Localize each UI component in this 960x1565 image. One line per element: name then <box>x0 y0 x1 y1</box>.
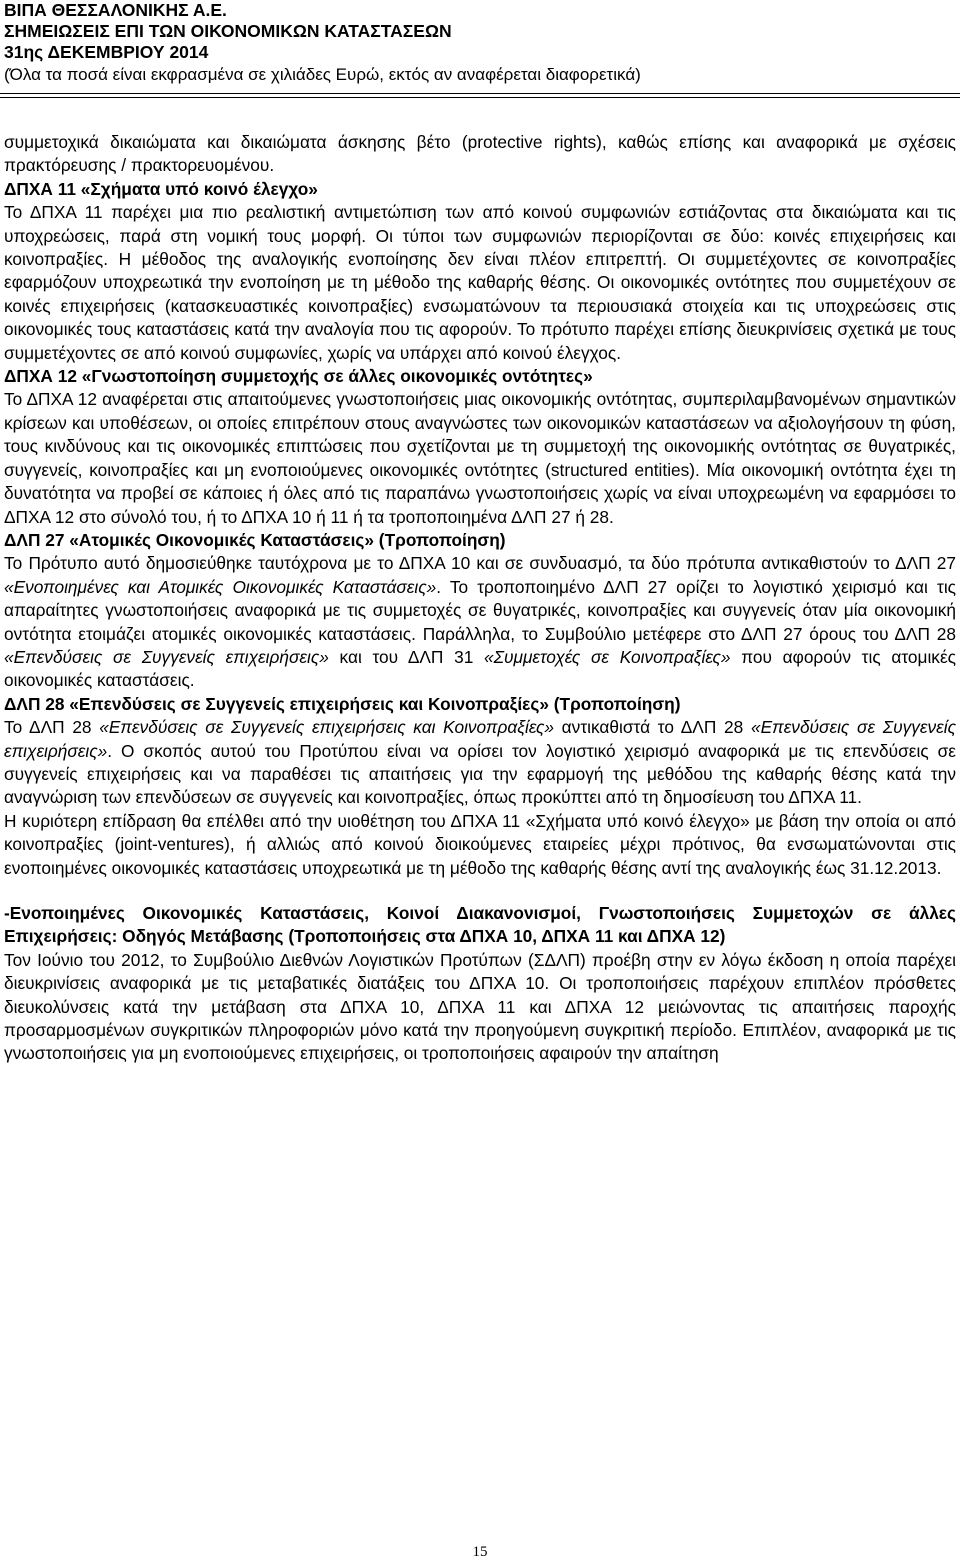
heading-dpxa-12: ΔΠΧΑ 12 «Γνωστοποίηση συμμετοχής σε άλλες οικονομικές οντότητες» <box>4 366 593 387</box>
header-rule-top <box>0 93 960 94</box>
text-run: . Ο σκοπός αυτού του Προτύπου είναι να ορίσει τον λογιστικό χειρισμό αναφορικά με τις επενδύσεις σε συγγενείς επιχειρήσεις και να παραθέσει τις απαιτήσεις για την εφαρμογή της μεθόδου της καθαρής θέσης κατά την αναγνώριση των επενδύσεων σε συγγενείς και κοινοπραξίες, όπως προκύπτει από τη δημοσίευση του ΔΠΧΑ 11. <box>4 740 956 808</box>
italic-run: «Επενδύσεις σε Συγγενείς επιχειρήσεις και Κοινοπραξίες» <box>99 717 554 738</box>
paragraph-dpxa-11: Το ΔΠΧΑ 11 παρέχει μια πιο ρεαλιστική αντιμετώπιση των από κοινού συμφωνιών εστιάζοντας στα δικαιώματα και τις υποχρεώσεις, παρά στη νομική τους μορφή. Οι τύποι των συμφωνιών περιορίζονται σε δύο: κοινές επιχειρήσεις και κοινοπραξίες. Η μέθοδος της αναλογικής ενοποίησης δεν είναι πλέον επιτρεπτή. Οι συμμετέχοντες σε κοινοπραξίες εφαρμόζουν υποχρεωτικά την ενοποίηση με τη μέθοδο της καθαρής θέσης. Οι οικονομικές οντότητες που συμμετέχουν σε κοινές επιχειρήσεις (κατασκευαστικές κοινοπραξίες) ενσωματώνουν τα περιουσιακά στοιχεία και τις υποχρεώσεις στις οικονομικές τους καταστάσεις κατά την αναλογία που τις αφορούν. Το πρότυπο παρέχει επίσης διευκρινίσεις σχετικά με τους συμμετέχοντες σε από κοινού συμφωνίες, χωρίς να υπάρχει από κοινού έλεγχος. <box>4 202 956 363</box>
heading-dpxa-11: ΔΠΧΑ 11 «Σχήματα υπό κοινό έλεγχο» <box>4 178 318 199</box>
paragraph-protective-rights: συμμετοχικά δικαιώματα και δικαιώματα άσκησης βέτο (protective rights), καθώς επίσης και αναφορικά με σχέσεις πρακτόρευσης / πρακτορευομένου. <box>4 132 956 176</box>
text-run: . Το τροποποιημένο ΔΛΠ 27 ορίζει το λογιστικό χειρισμό και τις απαραίτητες γνωστοποιήσεις αναφορικά με τις συμμετοχές σε θυγατρικές, κοινοπραξίες και συγγενείς όταν μία οικονομική οντότητα ετοιμάζει ατομικές οικονομικές καταστάσεις. Παράλληλα, το Συμβούλιο μετέφερε στο ΔΛΠ 27 όρους του ΔΛΠ 28 <box>4 576 956 644</box>
italic-run: «Επενδύσεις σε Συγγενείς επιχειρήσεις» <box>4 646 329 667</box>
currency-note: (Όλα τα ποσά είναι εκφρασμένα σε χιλιάδες Ευρώ, εκτός αν αναφέρεται διαφορετικά) <box>4 65 641 84</box>
document-title: ΣΗΜΕΙΩΣΕΙΣ ΕΠΙ ΤΩΝ ΟΙΚΟΝΟΜΙΚΩΝ ΚΑΤΑΣΤΑΣΕΩΝ <box>4 21 452 41</box>
text-run: και του ΔΛΠ 31 <box>328 646 485 667</box>
text-run: Το Πρότυπο αυτό δημοσιεύθηκε ταυτόχρονα με το ΔΠΧΑ 10 και σε συνδυασμό, τα δύο πρότυπα αντικαθιστούν το ΔΛΠ 27 <box>4 553 956 574</box>
document-body <box>4 131 956 1066</box>
heading-dlp-28: ΔΛΠ 28 «Επενδύσεις σε Συγγενείς επιχειρήσεις και Κοινοπραξίες» (Τροποποίηση) <box>4 693 681 714</box>
company-name: ΒΙΠΑ ΘΕΣΣΑΛΟΝΙΚΗΣ Α.Ε. <box>4 0 227 20</box>
text-run: που αφορούν τις ατομικές οικονομικές καταστάσεις. <box>4 646 956 691</box>
paragraph-transition-guide: Τον Ιούνιο του 2012, το Συμβούλιο Διεθνών Λογιστικών Προτύπων (ΣΔΛΠ) προέβη στην εν λόγω έκδοση η οποία παρέχει διευκρινίσεις αναφορικά με τις μεταβατικές διατάξεις του ΔΠΧΑ 10. Οι τροποποιήσεις παρέχουν επιπλέον πρόσθετες διευκολύνσεις κατά την μετάβαση στα ΔΠΧΑ 10, ΔΠΧΑ 11 και ΔΠΧΑ 12 μειώνοντας τις απαιτήσεις παροχής προσαρμοσμένων συγκριτικών πληροφοριών μόνο κατά την προηγούμενη συγκριτική περίοδο. Επιπλέον, αναφορικά με τις γνωστοποιήσεις για μη ενοποιούμενες επιχειρήσεις, οι τροποποιήσεις αφαιρούν την απαίτηση <box>4 949 956 1064</box>
paragraph-dlp-28 <box>4 716 956 810</box>
paragraph-main-effect: Η κυριότερη επίδραση θα επέλθει από την υιοθέτηση του ΔΠΧΑ 11 «Σχήματα υπό κοινό έλεγχο» με βάση την οποία οι από κοινοπραξίες (joint-ventures), ή αλλιώς από κοινού διοικούμενες εταιρείες μέχρι πρότινος, θα ενσωματώνονται στις ενοποιημένες οικονομικές καταστάσεις υποχρεωτικά με τη μέθοδο της καθαρής θέσης αντί της αναλογικής έως 31.12.2013. <box>4 810 956 878</box>
italic-run: «Επενδύσεις σε Συγγενείς επιχειρήσεις» <box>4 717 956 761</box>
header-rule-bottom <box>0 97 960 98</box>
italic-run: «Ενοποιημένες και Ατομικές Οικονομικές Καταστάσεις» <box>4 576 437 597</box>
text-run: Το ΔΛΠ 28 <box>4 717 100 738</box>
page-header <box>4 0 956 86</box>
spacer <box>4 880 956 902</box>
heading-transition-guide: -Ενοποιημένες Οικονομικές Καταστάσεις, Κοινοί Διακανονισμοί, Γνωστοποιήσεις Συμμετοχών σε άλλες Επιχειρήσεις: Οδηγός Μετάβασης (Τροποποιήσεις στα ΔΠΧΑ 10, ΔΠΧΑ 11 και ΔΠΧΑ 12) <box>4 903 956 947</box>
paragraph-dpxa-12: Το ΔΠΧΑ 12 αναφέρεται στις απαιτούμενες γνωστοποιήσεις μιας οικονομικής οντότητας, συμπεριλαμβανομένων σημαντικών κρίσεων και υποθέσεων, οι οποίες επιτρέπουν στους αναγνώστες των οικονομικών καταστάσεων να αξιολογήσουν τη φύση, τους κινδύνους και τις οικονομικές επιπτώσεις που σχετίζονται με τη συμμετοχή της οικονομικής οντότητας σε θυγατρικές, συγγενείς, κοινοπραξίες και μη ενοποιούμενες οικονομικές οντότητες (structured entities). Μία οικονομική οντότητα έχει τη δυνατότητα να προβεί σε κάποιες ή όλες από τις παραπάνω γνωστοποιήσεις χωρίς να είναι υποχρεωμένη να εφαρμόσει το ΔΠΧΑ 12 στο σύνολό του, ή το ΔΠΧΑ 10 ή 11 ή τα τροποποιημένα ΔΛΠ 27 ή 28. <box>4 389 956 527</box>
page-number: 15 <box>472 1544 488 1560</box>
document-date: 31ης ΔΕΚΕΜΒΡΙΟΥ 2014 <box>4 42 209 62</box>
text-run: αντικαθιστά το ΔΛΠ 28 <box>553 717 751 738</box>
heading-dlp-27: ΔΛΠ 27 «Ατομικές Οικονομικές Καταστάσεις» (Τροποποίηση) <box>4 529 506 550</box>
italic-run: «Συμμετοχές σε Κοινοπραξίες» <box>484 646 731 667</box>
paragraph-dlp-27 <box>4 552 956 692</box>
